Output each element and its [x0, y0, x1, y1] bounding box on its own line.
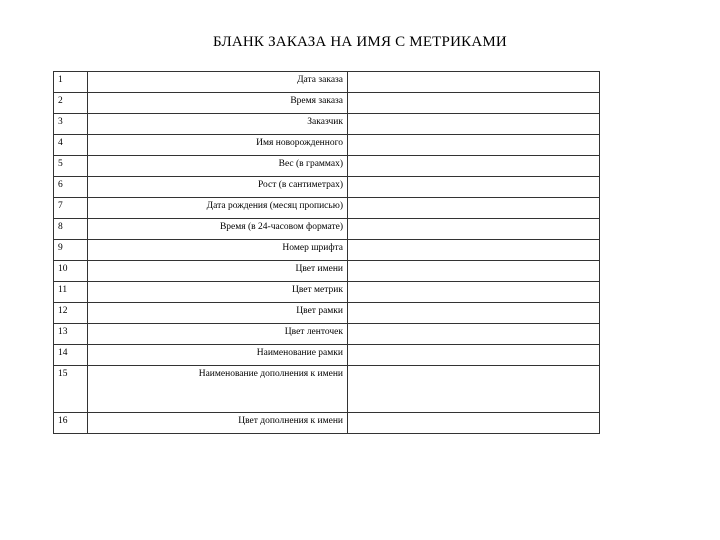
field-value-cell[interactable]: [348, 366, 600, 413]
field-label: Дата заказа: [88, 72, 348, 93]
field-label: Время заказа: [88, 93, 348, 114]
form-row: [54, 261, 600, 282]
form-row: [54, 240, 600, 261]
field-label: Наименование дополнения к имени: [88, 366, 348, 413]
field-label: Цвет метрик: [88, 282, 348, 303]
field-label: Наименование рамки: [88, 345, 348, 366]
field-label: Номер шрифта: [88, 240, 348, 261]
form-row: [54, 303, 600, 324]
field-label: Вес (в граммах): [88, 156, 348, 177]
field-value-cell[interactable]: [348, 156, 600, 177]
field-label: Цвет имени: [88, 261, 348, 282]
field-label: Цвет ленточек: [88, 324, 348, 345]
field-value-cell[interactable]: [348, 324, 600, 345]
order-form-table: [53, 71, 600, 434]
row-number: 16: [54, 413, 88, 434]
field-label: Цвет рамки: [88, 303, 348, 324]
row-number: 7: [54, 198, 88, 219]
field-label: Имя новорожденного: [88, 135, 348, 156]
field-value-cell[interactable]: [348, 303, 600, 324]
row-number: 14: [54, 345, 88, 366]
field-value-cell[interactable]: [348, 413, 600, 434]
form-row: [54, 93, 600, 114]
form-row: [54, 135, 600, 156]
row-number: 8: [54, 219, 88, 240]
form-title: БЛАНК ЗАКАЗА НА ИМЯ С МЕТРИКАМИ: [213, 34, 507, 50]
row-number: 15: [54, 366, 88, 413]
row-number: 3: [54, 114, 88, 135]
form-row: [54, 366, 600, 413]
form-row: [54, 72, 600, 93]
form-row: [54, 219, 600, 240]
row-number: 9: [54, 240, 88, 261]
field-value-cell[interactable]: [348, 219, 600, 240]
row-number: 1: [54, 72, 88, 93]
row-number: 11: [54, 282, 88, 303]
field-value-cell[interactable]: [348, 345, 600, 366]
form-row: [54, 324, 600, 345]
form-row: [54, 413, 600, 434]
form-row: [54, 156, 600, 177]
form-row: [54, 177, 600, 198]
form-row: [54, 345, 600, 366]
form-row: [54, 198, 600, 219]
field-label: Заказчик: [88, 114, 348, 135]
field-label: Цвет дополнения к имени: [88, 413, 348, 434]
row-number: 5: [54, 156, 88, 177]
form-row: [54, 282, 600, 303]
row-number: 10: [54, 261, 88, 282]
field-label: Время (в 24-часовом формате): [88, 219, 348, 240]
row-number: 13: [54, 324, 88, 345]
row-number: 12: [54, 303, 88, 324]
field-value-cell[interactable]: [348, 240, 600, 261]
field-value-cell[interactable]: [348, 282, 600, 303]
row-number: 4: [54, 135, 88, 156]
field-label: Рост (в сантиметрах): [88, 177, 348, 198]
field-value-cell[interactable]: [348, 114, 600, 135]
row-number: 2: [54, 93, 88, 114]
field-value-cell[interactable]: [348, 93, 600, 114]
field-label: Дата рождения (месяц прописью): [88, 198, 348, 219]
row-number: 6: [54, 177, 88, 198]
field-value-cell[interactable]: [348, 198, 600, 219]
order-form-body: [54, 72, 600, 434]
field-value-cell[interactable]: [348, 72, 600, 93]
field-value-cell[interactable]: [348, 261, 600, 282]
form-row: [54, 114, 600, 135]
field-value-cell[interactable]: [348, 177, 600, 198]
field-value-cell[interactable]: [348, 135, 600, 156]
